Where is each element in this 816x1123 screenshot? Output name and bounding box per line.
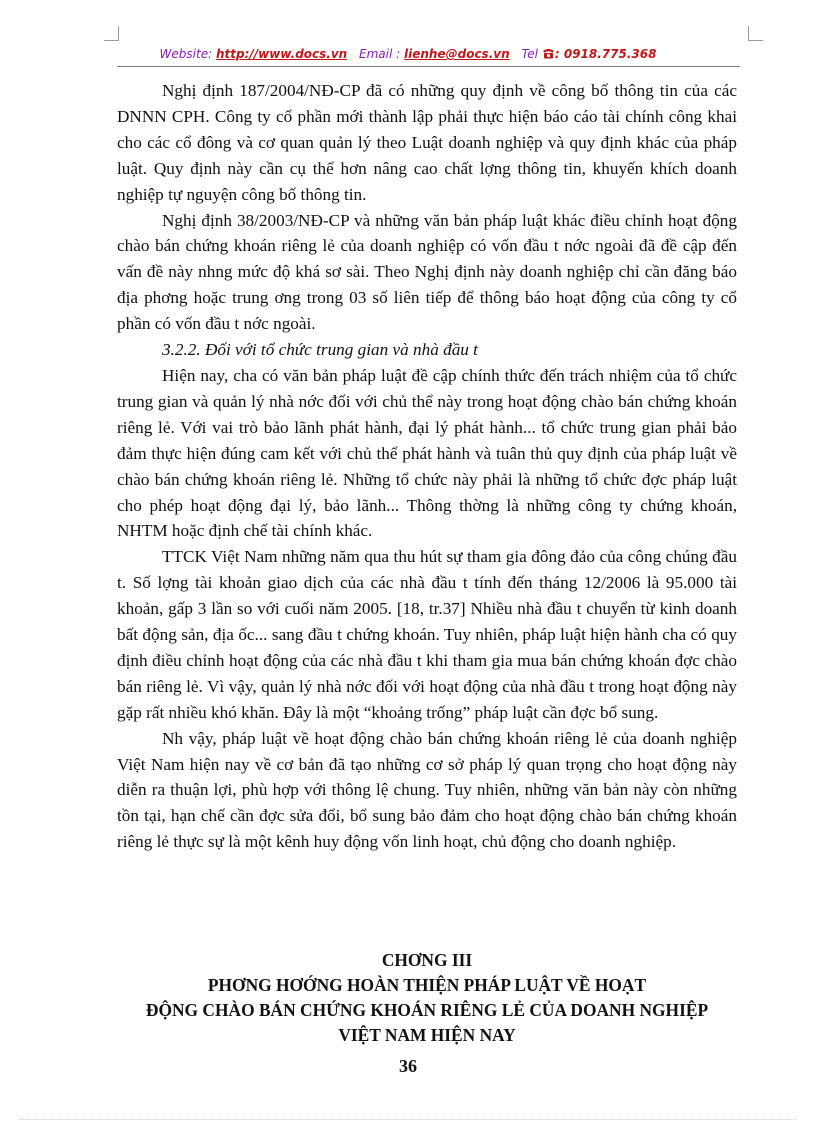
tel-number: : 0918.775.368 — [554, 47, 657, 61]
website-label: Website: — [159, 47, 213, 61]
chapter-title-line-3: VIỆT NAM HIỆN NAY — [338, 1025, 516, 1045]
paragraph: Nh vậy, pháp luật về hoạt động chào bán chứng khoán riêng lẻ của doanh nghiệp Việt Nam hiện nay về cơ bản đã tạo những cơ sở pháp lý quan trọng cho hoạt động này diễn ra thuận lợi, phù hợp với thông lệ chung. Tuy nhiên, những văn bản này còn những tồn tại, hạn chế cần đợc sửa đổi, bổ sung bảo đảm cho hoạt động chào bán chứng khoán riêng lẻ thực sự là một kênh huy động vốn linh hoạt, chủ động cho doanh nghiệp. — [117, 728, 737, 852]
page-bottom-border — [20, 1119, 796, 1120]
chapter-title-line-1: PHƠNG HƠỚNG HOÀN THIỆN PHÁP LUẬT VỀ HOẠT — [207, 975, 647, 995]
paragraph: Nghị định 187/2004/NĐ-CP đã có những quy định về công bố thông tin của các DNNN CPH. Công ty cổ phần mới thành lập phải thực hiện báo cáo tài chính công khai cho các cổ đông và cơ quan quản lý theo Luật doanh nghiệp và quy định khác của pháp luật. Quy định này cần cụ thể hơn nâng cao chất lợng thông tin, khuyến khích doanh nghiệp tự nguyện công bố thông tin. — [117, 81, 737, 204]
section-heading: 3.2.2. Đối với tổ chức trung gian và nhà đầu t — [162, 340, 478, 360]
crop-mark-top-right — [748, 26, 763, 41]
document-body — [117, 78, 737, 855]
chapter-title-line-2: ĐỘNG CHÀO BÁN CHỨNG KHOÁN RIÊNG LẺ CỦA DOANH NGHIỆP — [145, 1000, 709, 1020]
email-label: Email : — [359, 47, 401, 61]
chapter-number: CHƠNG III — [381, 950, 473, 970]
page-number: 36 — [399, 1056, 417, 1076]
tel-label: Tel — [521, 47, 539, 61]
website-link[interactable]: http://www.docs.vn — [215, 47, 348, 61]
phone-icon — [542, 47, 555, 61]
crop-mark-top-left — [104, 26, 119, 41]
header-divider — [117, 66, 740, 67]
paragraph: TTCK Việt Nam những năm qua thu hút sự tham gia đông đảo của công chúng đầu t. Số lợng tài khoản giao dịch của các nhà đầu t tính đến tháng 12/2006 là 95.000 tài khoản, gấp 3 lần so với cuối năm 2005. [18, tr.37] Nhiều nhà đầu t chuyển từ kinh doanh bất động sản, địa ốc... sang đầu t chứng khoán. Tuy nhiên, pháp luật hiện hành cha có quy định điều chỉnh hoạt động của các nhà đầu t khi tham gia mua bán chứng khoán đợc chào bán riêng lẻ. Vì vậy, quản lý nhà nớc đối với hoạt động của nhà đầu t trong hoạt động này gặp rất nhiều khó khăn. Đây là một “khoảng trống” pháp luật cần đợc bổ sung. — [117, 547, 737, 722]
email-link[interactable]: lienhe@docs.vn — [404, 47, 510, 61]
paragraph: Hiện nay, cha có văn bản pháp luật đề cập chính thức đến trách nhiệm của tổ chức trung gian và quản lý nhà nớc đối với chủ thể này trong hoạt động chào bán chứng khoán riêng lẻ. Với vai trò bảo lãnh phát hành, đại lý phát hành... tổ chức trung gian phải bảo đảm thực hiện đúng cam kết với chủ thể phát hành và tuân thủ quy định của pháp luật về chào bán chứng khoán riêng lẻ. Những tổ chức này phải là những tổ chức đợc pháp luật cho phép hoạt động đại lý, bảo lãnh... Thông thờng là những công ty chứng khoán, NHTM hoặc định chế tài chính khác. — [117, 365, 737, 541]
paragraph: Nghị định 38/2003/NĐ-CP và những văn bản pháp luật khác điều chỉnh hoạt động chào bán chứng khoán riêng lẻ của doanh nghiệp có vốn đầu t nớc ngoài đã đề cập đến vấn đề này nhng mức độ khá sơ sài. Theo Nghị định này doanh nghiệp chỉ cần đăng báo địa phơng hoặc trung ơng trong 03 số liên tiếp để thông báo hoạt động của công ty cổ phần có vốn đầu t nớc ngoài. — [117, 210, 737, 334]
page-header — [0, 47, 816, 61]
chapter-heading — [117, 948, 737, 1048]
